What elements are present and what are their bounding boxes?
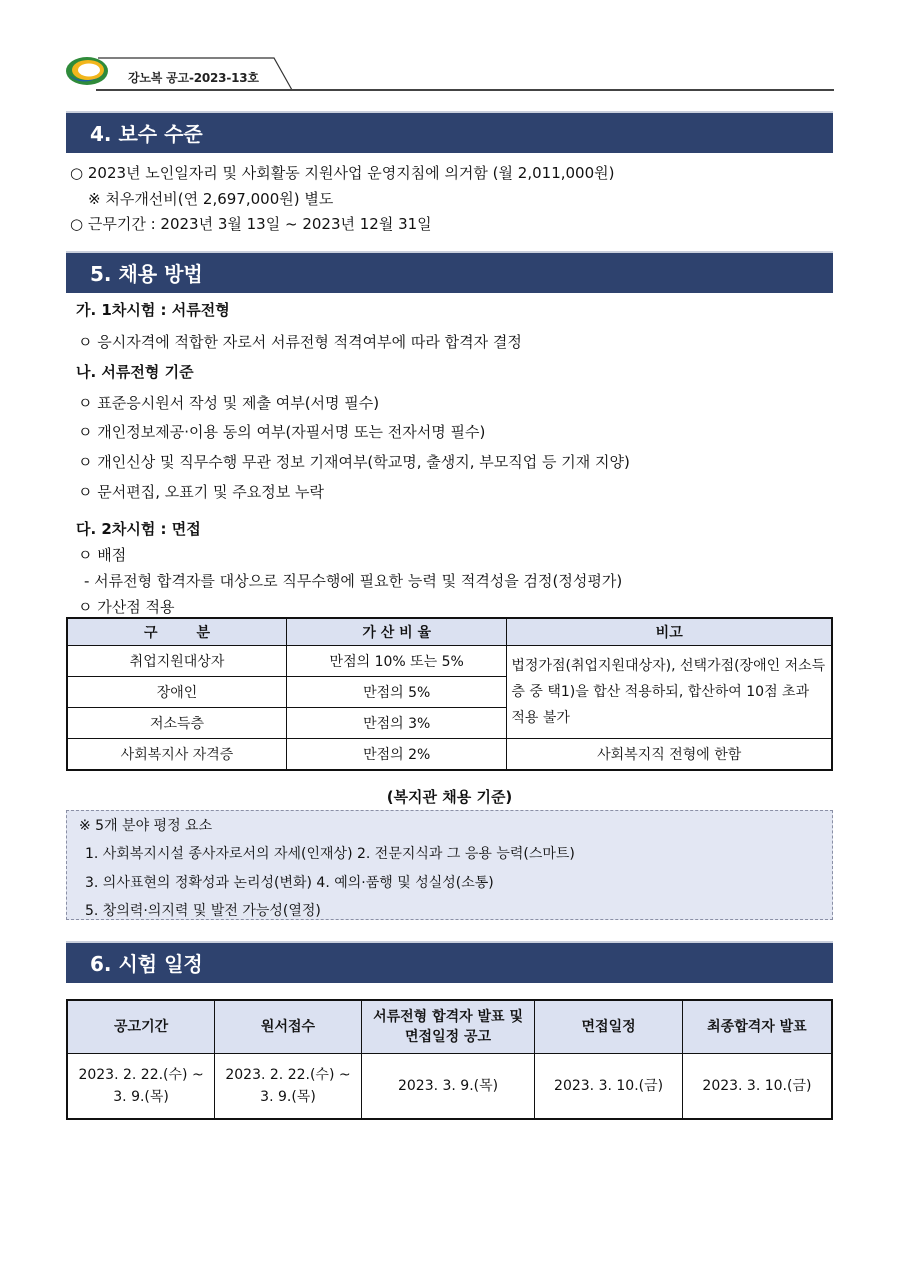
table-header-row (67, 618, 832, 646)
table-header-row (67, 1000, 832, 1054)
table-cell: 만점의 10% 또는 5% (287, 646, 507, 677)
table-cell: 사회복지사 자격증 (67, 739, 287, 771)
column-header: 원서접수 (215, 1000, 362, 1054)
work-period-line: ○ 근무기간 : 2023년 3월 13일 ~ 2023년 12월 31일 (70, 215, 432, 233)
exam-schedule-table (66, 999, 833, 1120)
criteria-item: ㅇ 문서편집, 오표기 및 주요정보 누락 (78, 483, 324, 501)
column-header: 구 분 (67, 618, 287, 646)
subheading-first-exam: 가. 1차시험 : 서류전형 (76, 301, 230, 319)
column-header: 비고 (507, 618, 832, 646)
table-cell: 2023. 3. 10.(금) (682, 1054, 832, 1120)
column-header: 최종합격자 발표 (682, 1000, 832, 1054)
interview-item: - 서류전형 합격자를 대상으로 직무수행에 필요한 능력 및 적격성을 검정(정성평가) (84, 572, 623, 590)
box-line: 5. 창의력·의지력 및 발전 가능성(열정) (85, 903, 321, 919)
subheading-document-criteria: 나. 서류전형 기준 (76, 363, 194, 381)
table-cell: 만점의 3% (287, 708, 507, 739)
table-cell: 만점의 5% (287, 677, 507, 708)
criteria-item: ㅇ 표준응시원서 작성 및 제출 여부(서명 필수) (78, 394, 380, 412)
subheading-interview: 다. 2차시험 : 면접 (76, 520, 201, 538)
column-header: 면접일정 (535, 1000, 683, 1054)
table-row (67, 1054, 832, 1120)
interview-item: ㅇ 배점 (78, 546, 127, 564)
column-header: 공고기간 (67, 1000, 215, 1054)
salary-line: ○ 2023년 노인일자리 및 사회활동 지원사업 운영지침에 의거함 (월 2,011,000원) (70, 164, 615, 182)
table-cell: 사회복지직 전형에 한함 (507, 739, 832, 771)
box-line: ※ 5개 분야 평정 요소 (79, 818, 213, 834)
section-title-4: 4. 보수 수준 (66, 111, 833, 153)
header-rule (96, 89, 834, 91)
allowance-note: ※ 처우개선비(연 2,697,000원) 별도 (88, 190, 334, 208)
column-header: 서류전형 합격자 발표 및 면접일정 공고 (361, 1000, 534, 1054)
table-row (67, 739, 832, 771)
box-line: 1. 사회복지시설 종사자로서의 자세(인재상) 2. 전문지식과 그 응용 능력(스마트) (85, 846, 575, 862)
criteria-item: ㅇ 개인신상 및 직무수행 무관 정보 기재여부(학교명, 출생지, 부모직업 등 기재 지양) (78, 453, 630, 471)
section-title-5: 5. 채용 방법 (66, 251, 833, 293)
bonus-points-table (66, 617, 833, 771)
table-cell: 취업지원대상자 (67, 646, 287, 677)
section-title-6: 6. 시험 일정 (66, 941, 833, 983)
document-number: 강노복 공고-2023-13호 (128, 71, 259, 85)
merged-note-cell: 법정가점(취업지원대상자), 선택가점(장애인 저소득층 중 택1)을 합산 적용하되, 합산하여 10점 초과 적용 불가 (507, 646, 832, 739)
first-exam-line: ㅇ 응시자격에 적합한 자로서 서류전형 적격여부에 따라 합격자 결정 (78, 333, 522, 351)
table-row (67, 646, 832, 677)
table-cell: 2023. 2. 22.(수) ~ 3. 9.(목) (67, 1054, 215, 1120)
interview-item: ㅇ 가산점 적용 (78, 598, 175, 616)
box-line: 3. 의사표현의 정확성과 논리성(변화) 4. 예의·품행 및 성실성(소통) (85, 875, 494, 891)
evaluation-criteria-box (66, 810, 833, 920)
criteria-item: ㅇ 개인정보제공·이용 동의 여부(자필서명 또는 전자서명 필수) (78, 423, 486, 441)
table-cell: 2023. 3. 10.(금) (535, 1054, 683, 1120)
table-cell: 만점의 2% (287, 739, 507, 771)
table-cell: 장애인 (67, 677, 287, 708)
column-header: 가 산 비 율 (287, 618, 507, 646)
table-cell: 저소득층 (67, 708, 287, 739)
table-cell: 2023. 3. 9.(목) (361, 1054, 534, 1120)
table-caption: (복지관 채용 기준) (386, 788, 513, 806)
table-cell: 2023. 2. 22.(수) ~ 3. 9.(목) (215, 1054, 362, 1120)
